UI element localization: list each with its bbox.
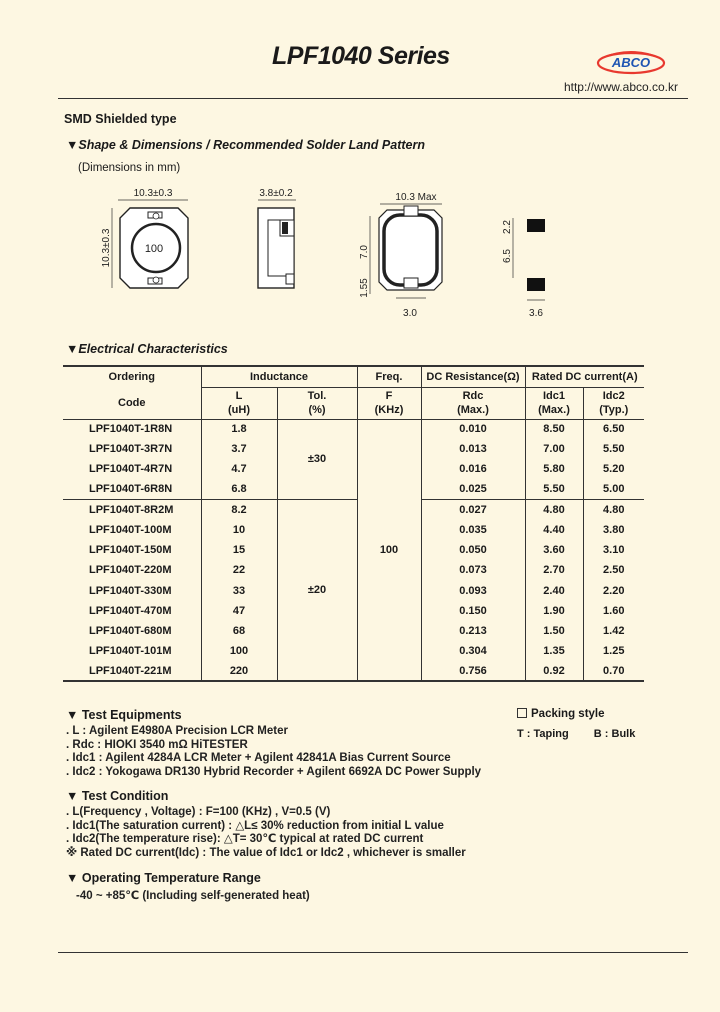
cell-idc2: 1.25 [583,641,644,661]
top-view-drawing [101,188,188,288]
header-ordering: Ordering [63,366,201,387]
dim-side-width: 3.8±0.2 [259,188,293,199]
cell-idc2: 2.50 [583,560,644,580]
cell-idc2: 5.20 [583,459,644,479]
cell-idc1: 3.60 [525,540,583,560]
cell-rdc: 0.016 [421,459,525,479]
cell-code: LPF1040T-3R7N [89,443,173,456]
cell-idc2: 3.10 [583,540,644,560]
solder-pad-drawing [502,218,545,319]
land-view-drawing [359,192,442,319]
dim-top-width: 10.3±0.3 [133,188,173,199]
checkbox-icon [517,708,527,718]
cell-rdc: 0.073 [421,560,525,580]
cell-rdc: 0.756 [421,661,525,681]
cell-inductance: 8.2 [201,500,277,520]
electrical-characteristics-table [63,365,644,682]
condition-line: . Idc2(The temperature rise): △T= 30℃ typical at rated DC current [66,833,424,845]
cell-inductance: 68 [201,621,277,641]
cell-rdc: 0.027 [421,500,525,520]
electrical-section-title: ▼Electrical Characteristics [66,342,228,356]
header-divider [58,98,688,99]
cell-rdc: 0.013 [421,439,525,459]
header-tol: Tol. (%) [277,387,357,419]
dim-land-height: 7.0 [359,245,370,259]
page-title: LPF1040 Series [272,42,450,70]
cell-idc1: 1.35 [525,641,583,661]
cell-idc1: 2.70 [525,560,583,580]
cell-code: LPF1040T-470M [89,604,172,617]
cell-inductance: 6.8 [201,480,277,500]
cell-code: LPF1040T-221M [63,661,201,681]
test-condition-section [66,789,466,860]
shape-section-title: ▼Shape & Dimensions / Recommended Solder Land Pattern [66,138,425,152]
header-l: L (uH) [201,387,277,419]
cell-idc2: 5.50 [583,439,644,459]
temperature-line: -40 ~ +85℃ (Including self-generated heat) [76,890,310,902]
cell-inductance: 220 [201,661,277,681]
cell-code: LPF1040T-1R8N [63,419,201,439]
cell-rdc: 0.304 [421,641,525,661]
cell-idc1: 8.50 [525,419,583,439]
table-row [63,500,644,520]
cell-inductance: 10 [201,520,277,540]
cell-idc2: 2.20 [583,581,644,601]
table-header-row [63,366,644,387]
cell-rdc: 0.010 [421,419,525,439]
logo-text: ABCO [611,55,651,70]
cell-idc1: 7.00 [525,439,583,459]
condition-line: . Idc1(The saturation current) : △L≤ 30% reduction from initial L value [66,819,444,832]
header-idc2: Idc2 (Typ.) [583,387,644,419]
cell-rdc: 0.050 [421,540,525,560]
test-equipments-section [66,708,481,779]
cell-idc2: 1.42 [583,621,644,641]
packing-option-bulk: B : Bulk [593,728,636,740]
cell-idc1: 0.92 [525,661,583,681]
cell-idc2: 3.80 [583,520,644,540]
cell-frequency: 100 [357,419,421,681]
type-label: SMD Shielded type [64,112,177,126]
cell-code: LPF1040T-330M [89,584,172,597]
cell-inductance: 47 [201,601,277,621]
header-rdc: Rdc (Max.) [421,387,525,419]
cell-rdc: 0.035 [421,520,525,540]
header-rated: Rated DC current(A) [525,366,644,387]
condition-line: ※ Rated DC current(Idc) : The value of Idc1 or Idc2 , whichever is smaller [66,846,466,859]
cell-idc2: 4.80 [583,500,644,520]
header-f: F (KHz) [357,387,421,419]
cell-idc1: 4.40 [525,520,583,540]
cell-idc2: 5.00 [583,480,644,500]
test-line: . Idc1 : Agilent 4284A LCR Meter + Agilent 42841A Bias Current Source [66,752,451,764]
cell-idc1: 1.50 [525,621,583,641]
packing-options [517,728,657,740]
cell-rdc: 0.093 [421,581,525,601]
cell-idc1: 2.40 [525,581,583,601]
cell-inductance: 3.7 [201,439,277,459]
abco-logo [596,48,666,76]
dim-pad-top: 2.2 [502,220,513,234]
cell-code: LPF1040T-8R2M [63,500,201,520]
dimensions-note: (Dimensions in mm) [78,162,181,174]
cell-code: LPF1040T-150M [89,544,172,557]
cell-idc2: 6.50 [583,419,644,439]
dim-pad-width: 3.6 [529,308,543,319]
table-row [63,419,644,439]
cell-idc1: 1.90 [525,601,583,621]
cell-code: LPF1040T-100M [89,524,172,537]
test-line: . L : Agilent E4980A Precision LCR Meter [66,725,288,737]
cell-code: LPF1040T-101M [89,645,172,658]
cell-rdc: 0.213 [421,621,525,641]
dim-land-width: 10.3 Max [395,192,437,203]
test-line: . Rdc : HIOKI 3540 mΩ HiTESTER [66,738,248,751]
cell-code: LPF1040T-680M [89,624,172,637]
cell-tolerance: ±30 [277,419,357,500]
condition-line: . L(Frequency , Voltage) : F=100 (KHz) , V=0.5 (V) [66,806,331,818]
cell-code: LPF1040T-4R7N [89,463,173,476]
cell-idc1: 5.80 [525,459,583,479]
cell-code: LPF1040T-6R8N [89,483,173,496]
website-url: http://www.abco.co.kr [563,80,678,94]
test-line: . Idc2 : Yokogawa DR130 Hybrid Recorder + Agilent 6692A DC Power Supply [66,765,482,778]
dim-pad-gap: 6.5 [502,249,513,263]
cell-idc2: 1.60 [583,601,644,621]
packing-style-title: Packing style [517,708,605,720]
cell-inductance: 100 [201,641,277,661]
header-code: Code [63,387,201,419]
footer-divider [58,952,688,953]
cell-inductance: 22 [201,560,277,580]
dim-top-height: 10.3±0.3 [101,228,112,268]
temperature-title: ▼ Operating Temperature Range [66,871,261,885]
cell-tolerance: ±20 [277,500,357,682]
dim-land-bottom: 1.55 [359,278,370,298]
marking-text: 100 [144,243,164,255]
cell-code: LPF1040T-220M [89,564,172,577]
header-dcr: DC Resistance(Ω) [421,366,525,387]
cell-inductance: 33 [201,581,277,601]
temperature-section [66,871,310,902]
dim-land-spacing: 3.0 [403,308,417,319]
cell-rdc: 0.025 [421,480,525,500]
header-freq: Freq. [357,366,421,387]
cell-idc1: 4.80 [525,500,583,520]
dimension-drawings [90,182,690,332]
cell-inductance: 15 [201,540,277,560]
header-inductance: Inductance [201,366,357,387]
test-equipments-title: ▼ Test Equipments [66,708,182,722]
cell-inductance: 1.8 [201,419,277,439]
cell-rdc: 0.150 [421,601,525,621]
test-condition-title: ▼ Test Condition [66,789,169,803]
cell-idc2: 0.70 [583,661,644,681]
cell-inductance: 4.7 [201,459,277,479]
cell-idc1: 5.50 [525,480,583,500]
header-idc1: Idc1 (Max.) [525,387,583,419]
side-view-drawing [258,188,296,288]
packing-option-taping: T : Taping [517,728,569,740]
table-subheader-row [63,387,644,419]
